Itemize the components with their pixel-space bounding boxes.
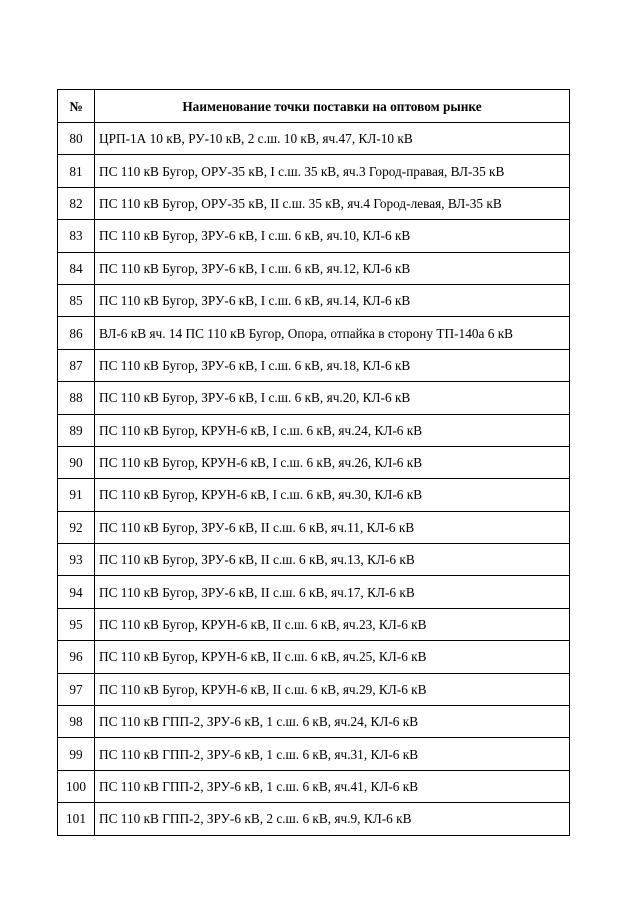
delivery-point-name: ПС 110 кВ Бугор, ЗРУ-6 кВ, II с.ш. 6 кВ, яч.17, КЛ-6 кВ [95, 576, 570, 608]
table-body [58, 123, 570, 836]
table-row [58, 770, 570, 802]
delivery-point-name: ПС 110 кВ Бугор, КРУН-6 кВ, I с.ш. 6 кВ, яч.26, КЛ-6 кВ [95, 446, 570, 478]
delivery-point-name: ПС 110 кВ ГПП-2, ЗРУ-6 кВ, 2 с.ш. 6 кВ, яч.9, КЛ-6 кВ [95, 803, 570, 835]
row-number: 100 [58, 770, 95, 802]
row-number: 99 [58, 738, 95, 770]
delivery-points-table [57, 89, 570, 836]
delivery-point-name: ВЛ-6 кВ яч. 14 ПС 110 кВ Бугор, Опора, отпайка в сторону ТП-140а 6 кВ [95, 317, 570, 349]
header-delivery-point-name: Наименование точки поставки на оптовом рынке [95, 90, 570, 123]
delivery-point-name: ПС 110 кВ Бугор, ЗРУ-6 кВ, I с.ш. 6 кВ, яч.14, КЛ-6 кВ [95, 284, 570, 316]
table-row [58, 608, 570, 640]
delivery-point-name: ПС 110 кВ Бугор, ЗРУ-6 кВ, II с.ш. 6 кВ, яч.11, КЛ-6 кВ [95, 511, 570, 543]
table-row [58, 803, 570, 835]
row-number: 85 [58, 284, 95, 316]
delivery-point-name: ПС 110 кВ Бугор, ОРУ-35 кВ, II с.ш. 35 кВ, яч.4 Город-левая, ВЛ-35 кВ [95, 187, 570, 219]
table-row [58, 382, 570, 414]
table-row [58, 252, 570, 284]
delivery-point-name: ПС 110 кВ Бугор, КРУН-6 кВ, II с.ш. 6 кВ, яч.23, КЛ-6 кВ [95, 608, 570, 640]
table-row [58, 479, 570, 511]
table-row [58, 187, 570, 219]
table-row [58, 220, 570, 252]
table-row [58, 706, 570, 738]
delivery-point-name: ПС 110 кВ Бугор, КРУН-6 кВ, I с.ш. 6 кВ, яч.24, КЛ-6 кВ [95, 414, 570, 446]
delivery-point-name: ПС 110 кВ ГПП-2, ЗРУ-6 кВ, 1 с.ш. 6 кВ, яч.41, КЛ-6 кВ [95, 770, 570, 802]
table-row [58, 641, 570, 673]
table-row [58, 317, 570, 349]
row-number: 83 [58, 220, 95, 252]
header-number: № [58, 90, 95, 123]
row-number: 96 [58, 641, 95, 673]
row-number: 101 [58, 803, 95, 835]
row-number: 91 [58, 479, 95, 511]
delivery-point-name: ПС 110 кВ Бугор, ЗРУ-6 кВ, II с.ш. 6 кВ, яч.13, КЛ-6 кВ [95, 544, 570, 576]
row-number: 92 [58, 511, 95, 543]
row-number: 80 [58, 123, 95, 155]
row-number: 86 [58, 317, 95, 349]
table-header-row [58, 90, 570, 123]
row-number: 93 [58, 544, 95, 576]
row-number: 95 [58, 608, 95, 640]
row-number: 94 [58, 576, 95, 608]
row-number: 89 [58, 414, 95, 446]
delivery-point-name: ПС 110 кВ Бугор, ЗРУ-6 кВ, I с.ш. 6 кВ, яч.12, КЛ-6 кВ [95, 252, 570, 284]
row-number: 84 [58, 252, 95, 284]
delivery-point-name: ПС 110 кВ ГПП-2, ЗРУ-6 кВ, 1 с.ш. 6 кВ, яч.24, КЛ-6 кВ [95, 706, 570, 738]
delivery-point-name: ПС 110 кВ Бугор, ЗРУ-6 кВ, I с.ш. 6 кВ, яч.20, КЛ-6 кВ [95, 382, 570, 414]
row-number: 87 [58, 349, 95, 381]
table-row [58, 576, 570, 608]
table-row [58, 446, 570, 478]
table-row [58, 544, 570, 576]
table-row [58, 673, 570, 705]
delivery-point-name: ПС 110 кВ Бугор, ОРУ-35 кВ, I с.ш. 35 кВ, яч.3 Город-правая, ВЛ-35 кВ [95, 155, 570, 187]
row-number: 98 [58, 706, 95, 738]
row-number: 97 [58, 673, 95, 705]
table-row [58, 284, 570, 316]
row-number: 90 [58, 446, 95, 478]
delivery-point-name: ПС 110 кВ Бугор, КРУН-6 кВ, I с.ш. 6 кВ, яч.30, КЛ-6 кВ [95, 479, 570, 511]
table-row [58, 414, 570, 446]
delivery-point-name: ПС 110 кВ Бугор, КРУН-6 кВ, II с.ш. 6 кВ, яч.29, КЛ-6 кВ [95, 673, 570, 705]
delivery-point-name: ПС 110 кВ Бугор, ЗРУ-6 кВ, I с.ш. 6 кВ, яч.10, КЛ-6 кВ [95, 220, 570, 252]
table-row [58, 738, 570, 770]
table-row [58, 349, 570, 381]
row-number: 82 [58, 187, 95, 219]
row-number: 88 [58, 382, 95, 414]
delivery-point-name: ПС 110 кВ Бугор, ЗРУ-6 кВ, I с.ш. 6 кВ, яч.18, КЛ-6 кВ [95, 349, 570, 381]
delivery-point-name: ЦРП-1А 10 кВ, РУ-10 кВ, 2 с.ш. 10 кВ, яч.47, КЛ-10 кВ [95, 123, 570, 155]
table-row [58, 155, 570, 187]
row-number: 81 [58, 155, 95, 187]
delivery-point-name: ПС 110 кВ Бугор, КРУН-6 кВ, II с.ш. 6 кВ, яч.25, КЛ-6 кВ [95, 641, 570, 673]
delivery-point-name: ПС 110 кВ ГПП-2, ЗРУ-6 кВ, 1 с.ш. 6 кВ, яч.31, КЛ-6 кВ [95, 738, 570, 770]
table-row [58, 511, 570, 543]
table-row [58, 123, 570, 155]
